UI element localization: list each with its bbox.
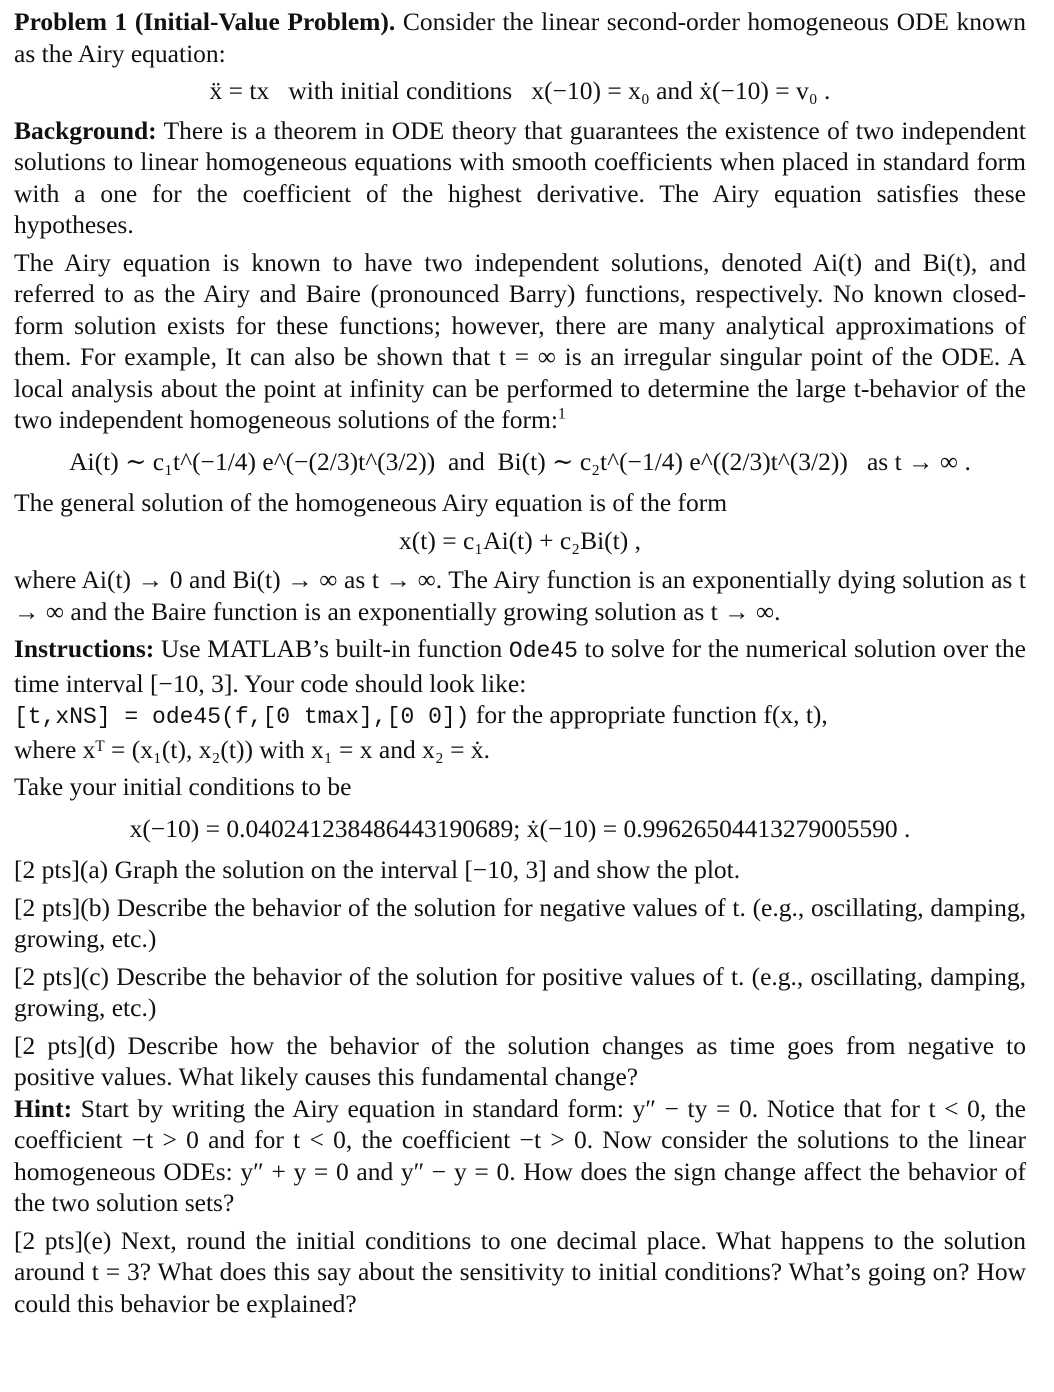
initial-conditions-equation [14,813,1026,845]
code-line [14,699,1026,734]
general-solution-after: where Ai(t) → 0 and Bi(t) → ∞ as t → ∞. The Airy function is an exponentially dying solution as t → ∞ and the Baire function is an exponentially growing solution as t → ∞. [14,565,1026,626]
asymptotic-equation-text: Ai(t) ∼ c₁t^(−1/4) e^(−(2/3)t^(3/2)) and Bi(t) ∼ c₂t^(−1/4) e^((2/3)t^(3/2)) as t → ∞ . [69,446,971,476]
problem-intro [14,6,1026,69]
part-c-label: (c) [80,961,110,991]
part-a-text: Graph the solution on the interval [−10, 3] and show the plot. [108,855,741,884]
part-e-text: Next, round the initial conditions to one decimal place. What happens to the solution around t = 3? What does this say about the sensitivity to initial conditions? What’s going on? How could this behavior be explained? [14,1225,1026,1318]
part-b-label: (b) [80,892,110,922]
part-a [14,854,1026,886]
code-after: for the appropriate function f(x, t), [469,700,828,729]
where-line: where xᵀ = (x₁(t), x₂(t)) with x₁ = x and x₂ = ẋ. [14,734,491,764]
general-solution-intro: The general solution of the homogeneous Airy equation is of the form [14,488,728,517]
hint-label: Hint: [14,1093,73,1123]
part-b-pts: [2 pts] [14,892,81,922]
part-c [14,961,1026,1024]
airy-equation-text: ẍ = tx with initial conditions x(−10) = x₀ and ẋ(−10) = v₀ . [209,76,831,105]
function-name: Ode45 [508,638,578,664]
hint-text: Start by writing the Airy equation in standard form: y″ − ty = 0. Notice that for t < 0, the coefficient −t > 0 and for t < 0, the coefficient −t > 0. Now consider the solutions to the linear homogeneous ODEs: y″ + y = 0 and y″ − y = 0. How does the sign change affect the behavior of the two solution sets? [14,1093,1026,1217]
take-line: Take your initial conditions to be [14,772,352,801]
asymptotic-equation [14,446,1026,478]
instructions-text2: to solve for the numerical solution over the time interval [−10, 3]. Your code should look like: [14,634,1026,698]
instructions-paragraph [14,633,1026,699]
code-snippet: [t,xNS] = ode45(f,[0 tmax],[0 0]) [14,704,470,730]
general-solution-equation [14,525,1026,557]
part-e-pts: [2 pts] [14,1225,84,1255]
part-e-label: (e) [83,1225,112,1255]
airy-paragraph [14,247,1026,436]
part-d-label: (d) [85,1030,116,1060]
part-d [14,1030,1026,1093]
part-c-pts: [2 pts] [14,961,81,991]
instructions-text: Use MATLAB’s built-in function [154,634,509,663]
hint-paragraph [14,1093,1026,1219]
part-a-label: (a) [79,855,109,884]
footnote-mark: 1 [557,405,566,423]
problem-intro-text: Consider the linear second-order homogeneous ODE known as the Airy equation: [14,7,1026,68]
part-c-text: Describe the behavior of the solution for positive values of t. (e.g., oscillating, damping, growing, etc.) [14,961,1026,1022]
part-b-text: Describe the behavior of the solution for negative values of t. (e.g., oscillating, damping, growing, etc.) [14,892,1026,953]
background-paragraph [14,115,1026,241]
general-solution-equation-text: x(t) = c₁Ai(t) + c₂Bi(t) , [399,525,641,555]
part-b [14,892,1026,955]
airy-equation [14,75,1026,107]
background-label: Background: [14,115,157,145]
part-a-pts: [2 pts] [14,855,80,884]
background-text: There is a theorem in ODE theory that guarantees the existence of two independent solutions to linear homogeneous equations with smooth coefficients when placed in standard form with a one for the coefficient of the highest derivative. The Airy equation satisfies these hypotheses. [14,115,1026,239]
instructions-label: Instructions: [14,634,155,663]
part-e [14,1225,1026,1320]
airy-paragraph-text: The Airy equation is known to have two independent solutions, denoted Ai(t) and Bi(t), and referred to as the Airy and Baire (pronounced Barry) functions, respectively. No known closed-form solution exists for these functions; however, there are many analytical approximations of them. For example, It can also be shown that t = ∞ is an irregular singular point of the ODE. A local analysis about the point at infinity can be performed to determine the large t-behavior of the two independent homogeneous solutions of the form: [14,247,1026,434]
initial-conditions-text: x(−10) = 0.040241238486443190689; ẋ(−10) = 0.99626504413279005590 . [129,813,911,843]
part-d-text: Describe how the behavior of the solution changes as time goes from negative to positive values. What likely causes this fundamental change? [14,1030,1026,1091]
problem-heading: Problem 1 (Initial-Value Problem). [14,7,396,36]
part-d-pts: [2 pts] [14,1030,86,1060]
